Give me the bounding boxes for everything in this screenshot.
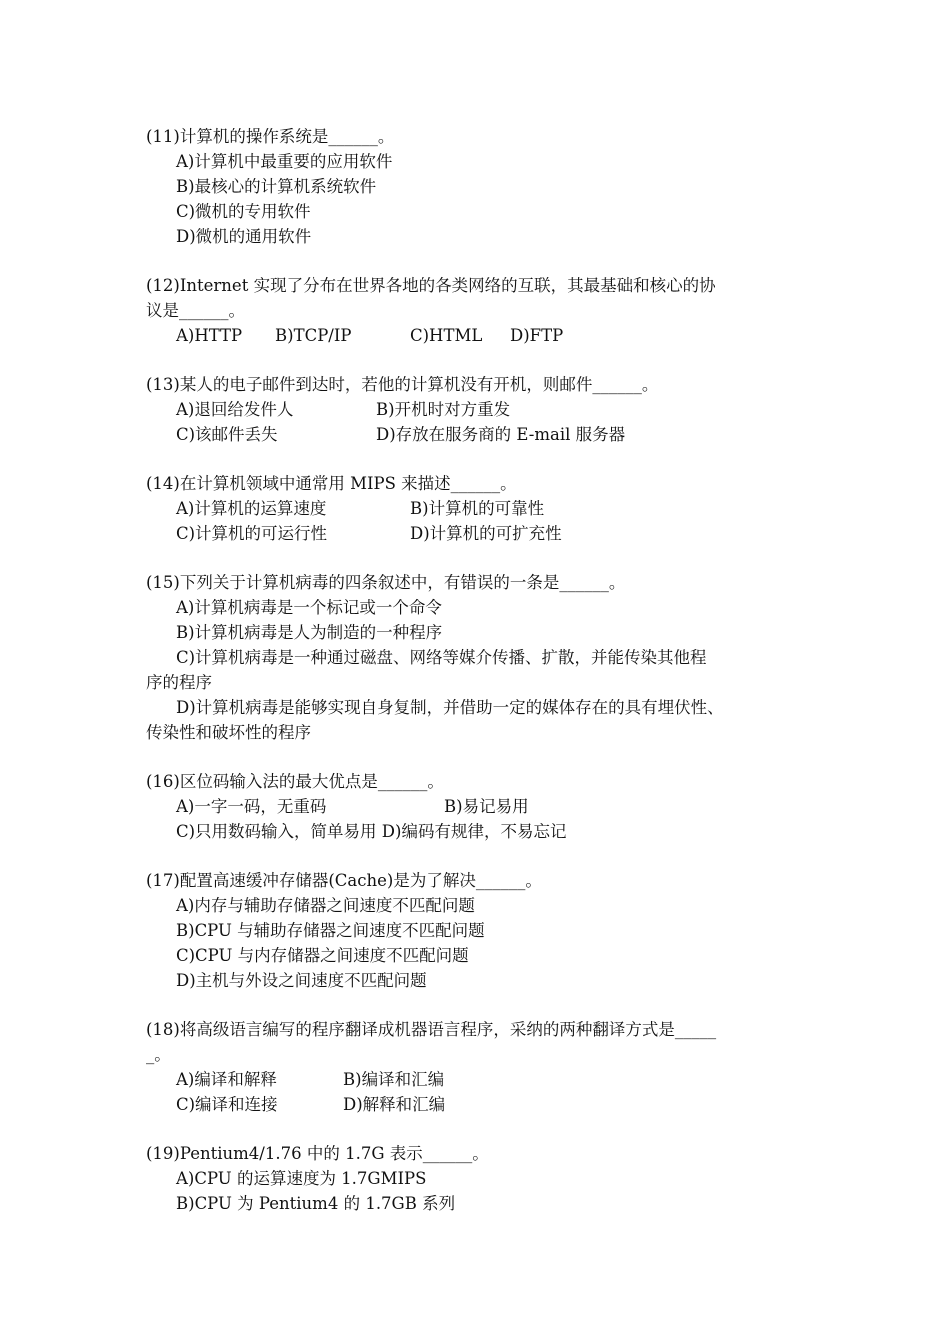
question-11 xyxy=(146,124,826,249)
option-c-continued: 序的程序 xyxy=(146,673,212,692)
option-b: B)CPU 为 Pentium4 的 1.7GB 系列 xyxy=(176,1194,456,1213)
option-a: A)计算机中最重要的应用软件 xyxy=(176,152,393,171)
document-page xyxy=(146,124,826,1240)
option-row xyxy=(146,397,826,422)
option-row xyxy=(146,794,826,819)
option-c: C)HTML xyxy=(410,326,483,345)
question-14 xyxy=(146,471,826,546)
question-stem: (18)将高级语言编写的程序翻译成机器语言程序，采纳的两种翻译方式是_____ xyxy=(146,1020,717,1039)
option-a: A)HTTP xyxy=(176,326,243,345)
option-d: D)计算机病毒是能够实现自身复制，并借助一定的媒体存在的具有埋伏性、 xyxy=(176,698,724,717)
option-d: D)微机的通用软件 xyxy=(176,227,312,246)
option-c-d: C)只用数码输入，简单易用 D)编码有规律，不易忘记 xyxy=(176,822,567,841)
option-c: C)计算机的可运行性 xyxy=(176,524,328,543)
option-c: C)该邮件丢失 xyxy=(176,425,278,444)
option-b: B)TCP/IP xyxy=(275,326,352,345)
question-19 xyxy=(146,1141,826,1216)
option-a: A)一字一码，无重码 xyxy=(176,797,327,816)
option-a: A)内存与辅助存储器之间速度不匹配问题 xyxy=(176,896,475,915)
option-c: C)编译和连接 xyxy=(176,1095,278,1114)
option-d: D)解释和汇编 xyxy=(343,1095,446,1114)
option-b: B)计算机的可靠性 xyxy=(410,499,545,518)
question-stem: (13)某人的电子邮件到达时，若他的计算机没有开机，则邮件______。 xyxy=(146,375,659,394)
option-b: B)开机时对方重发 xyxy=(376,400,511,419)
question-stem: (11)计算机的操作系统是______。 xyxy=(146,127,395,146)
option-c: C)计算机病毒是一种通过磁盘、网络等媒介传播、扩散，并能传染其他程 xyxy=(176,648,707,667)
option-b: B)编译和汇编 xyxy=(343,1070,445,1089)
option-row xyxy=(146,323,826,348)
question-15 xyxy=(146,570,826,745)
option-a: A)计算机病毒是一个标记或一个命令 xyxy=(176,598,442,617)
question-17 xyxy=(146,868,826,993)
option-c: C)微机的专用软件 xyxy=(176,202,311,221)
option-d: D)计算机的可扩充性 xyxy=(410,524,562,543)
question-12 xyxy=(146,273,826,348)
option-a: A)计算机的运算速度 xyxy=(176,499,327,518)
option-d-continued: 传染性和破坏性的程序 xyxy=(146,723,311,742)
option-d: D)FTP xyxy=(510,326,564,345)
question-stem: (15)下列关于计算机病毒的四条叙述中，有错误的一条是______。 xyxy=(146,573,626,592)
question-stem: (12)Internet 实现了分布在世界各地的各类网络的互联，其最基础和核心的协 xyxy=(146,276,716,295)
option-c: C)CPU 与内存储器之间速度不匹配问题 xyxy=(176,946,469,965)
question-stem-continued: _。 xyxy=(146,1045,171,1064)
option-row xyxy=(146,422,826,447)
option-row xyxy=(146,1092,826,1117)
question-18 xyxy=(146,1017,826,1117)
question-stem: (16)区位码输入法的最大优点是______。 xyxy=(146,772,444,791)
question-13 xyxy=(146,372,826,447)
question-stem: (14)在计算机领域中通常用 MIPS 来描述______。 xyxy=(146,474,517,493)
option-b: B)计算机病毒是人为制造的一种程序 xyxy=(176,623,443,642)
option-a: A)CPU 的运算速度为 1.7GMIPS xyxy=(176,1169,427,1188)
option-a: A)编译和解释 xyxy=(176,1070,277,1089)
option-row xyxy=(146,1067,826,1092)
option-b: B)CPU 与辅助存储器之间速度不匹配问题 xyxy=(176,921,485,940)
option-d: D)存放在服务商的 E-mail 服务器 xyxy=(376,425,626,444)
question-stem: (17)配置高速缓冲存储器(Cache)是为了解决______。 xyxy=(146,871,542,890)
option-a: A)退回给发件人 xyxy=(176,400,294,419)
option-b: B)最核心的计算机系统软件 xyxy=(176,177,377,196)
question-16 xyxy=(146,769,826,844)
option-b: B)易记易用 xyxy=(444,797,529,816)
option-row xyxy=(146,521,826,546)
option-row xyxy=(146,496,826,521)
option-d: D)主机与外设之间速度不匹配问题 xyxy=(176,971,427,990)
question-stem-continued: 议是______。 xyxy=(146,301,245,320)
question-stem: (19)Pentium4/1.76 中的 1.7G 表示______。 xyxy=(146,1144,489,1163)
